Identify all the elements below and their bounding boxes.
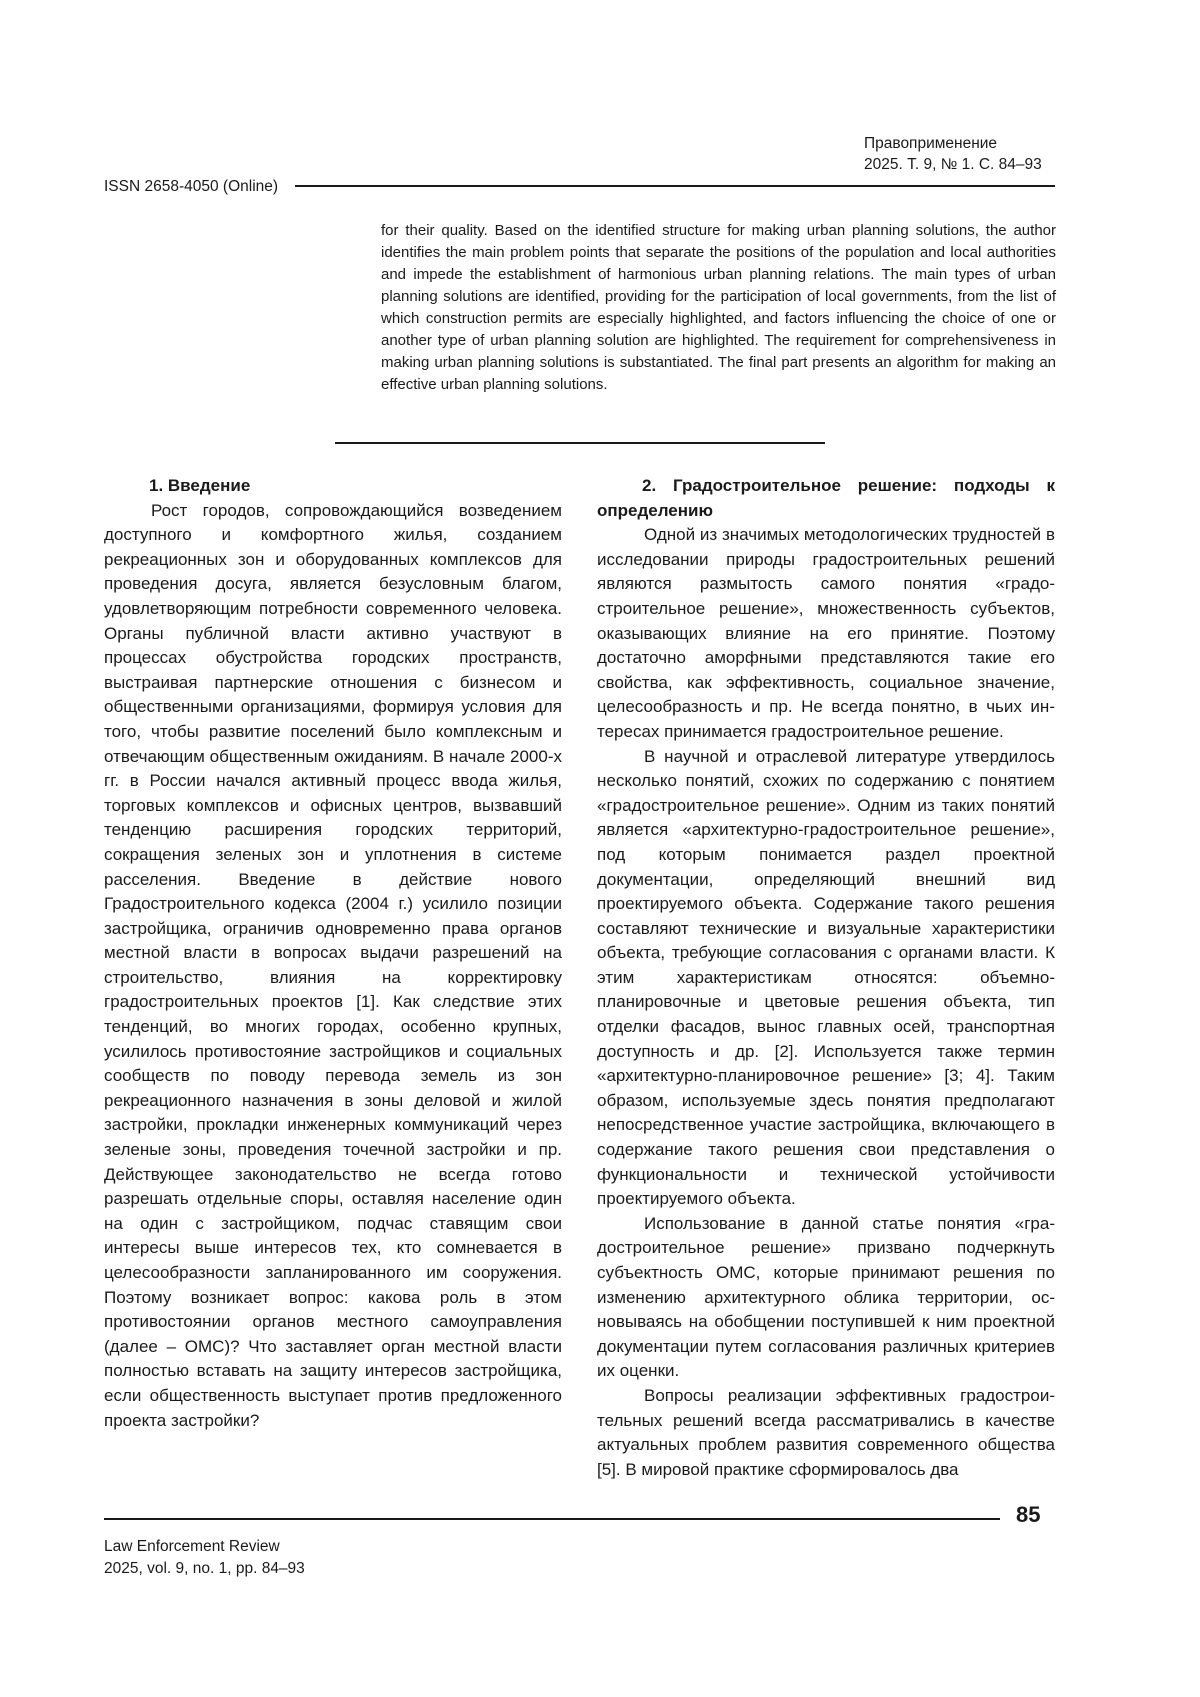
section-heading-introduction: 1. Введение <box>149 476 251 495</box>
section-separator <box>335 442 825 444</box>
issue-info-en: 2025, vol. 9, no. 1, pp. 84–93 <box>104 1560 305 1577</box>
journal-title-en: Law Enforcement Review <box>104 1538 280 1555</box>
footer-rule <box>104 1518 1000 1520</box>
right-column <box>597 474 1055 1482</box>
running-header-ru <box>864 133 1042 175</box>
left-column <box>104 474 562 1433</box>
journal-title-ru: Правоприменение <box>864 135 998 152</box>
running-footer-en <box>104 1536 305 1580</box>
issn: ISSN 2658-4050 (Online) <box>104 178 279 195</box>
header-rule <box>295 185 1055 187</box>
section-heading-urban-planning: 2. Градостроительное решение: подходы к определению <box>597 476 1055 520</box>
paragraph: Рост городов, сопровождающийся возведением доступного и комфортного жилья, созданием рекреационных зон и оборудованных комплексов для проведения досуга, является безусловным благом, удовлетворяющим потребности современного человека. Органы публичной власти активно участвуют в процессах обустройства городских пространств, выстраивая партнерские отношения с бизнесом и общественными организациями, формируя условия для того, чтобы развитие поселений было комплексным и отвечающим общественным ожиданиям. В начале 2000-х гг. в России начался активный процесс ввода жилья, торговых комплексов и офисных центров, вызвавший тенденцию расширения городских территорий, сокращения зеленых зон и уплотнения в системе расселения. Введение в действие нового Градостроительного кодекса (2004 г.) усилило позиции застройщика, ограничив одновременно права органов местной власти в вопросах выдачи разрешений на строительство, влияния на корректировку градостроительных проектов [1]. Как следствие этих тенденций, во многих городах, особенно крупных, усилилось противостояние застройщиков и социальных сообществ по поводу перевода земель из зон рекреационного назначения в зоны деловой и жилой застройки, прокладки инженерных коммуникаций через зеленые зоны, проведения точечной застройки и пр. Действующее законодательство не всегда готово разрешать отдельные споры, оставляя население один на один с застройщиком, подчас ставящим свои интересы выше интересов тех, кто сомневается в целесообразности запланированного им сооружения. Поэтому возникает вопрос: какова роль в этом противостоянии органов местного самоуправления (далее – ОМС)? Что заставляет орган местной власти полностью вставать на защиту интересов застройщика, если общественность выступает против предложенного проекта застройки? <box>104 500 562 1430</box>
abstract-continuation: for their quality. Based on the identified structure for making urban planning solutions, the author identifies the main problem points that separate the positions of the population and local authorities and impede the establishment of harmonious urban planning relations. The main types of urban planning solutions are identified, providing for the participation of local governments, from the list of which construction permits are especially highlighted, and factors influencing the choice of one or another type of urban planning solution are highlighted. The requirement for comprehensiveness in making urban planning solutions is substantiated. The final part presents an algorithm for making an effective urban planning solutions. <box>381 222 1056 393</box>
paragraph: Одной из значимых методологических трудностей в исследовании природы градостроительных решений являются размытость самого понятия «градостроительное решение», множественность субъектов, оказывающих влияние на его принятие. Поэтому достаточно аморфными представляются такие его свойства, как эффективность, социальное значение, целесообразность и пр. Не всегда понятно, в чьих интересах принимается градостроительное решение. <box>597 525 1055 741</box>
page-number: 85 <box>1016 1502 1041 1527</box>
paragraph: Использование в данной статье понятия «градостроительное решение» призвано подчеркнуть субъектность ОМС, которые принимают решения по изменению архитектурного облика территории, основываясь на обобщении поступившей к ним проектной документации путем согласования различных критериев их оценки. <box>597 1213 1055 1381</box>
paragraph: Вопросы реализации эффективных градостроительных решений всегда рассматривались в качестве актуальных проблем развития современного общества [5]. В мировой практике сформировалось два <box>597 1385 1055 1479</box>
issue-info-ru: 2025. Т. 9, № 1. С. 84–93 <box>864 156 1042 173</box>
paragraph: В научной и отраслевой литературе утвердилось несколько понятий, схожих по содержанию с понятием «градостроительное решение». Одним из таких понятий является «архитектурно-градостроительное решение», под которым понимается раздел проектной документации, определяющий внешний вид проектируемого объекта. Содержание такого решения составляют технические и визуальные характеристики объекта, требующие согласования с органами власти. К этим характеристикам относятся: объемно-планировочные и цветовые решения объекта, тип отделки фасадов, вынос главных осей, транспортная доступность и др. [2]. Используется также термин «архитектурно-планировочное решение» [3; 4]. Таким образом, используемые здесь понятия предполагают непосредственное участие застройщика, включающего в содержание такого решения свои представления о функциональности и технической устойчивости проектируемого объекта. <box>597 746 1055 1209</box>
